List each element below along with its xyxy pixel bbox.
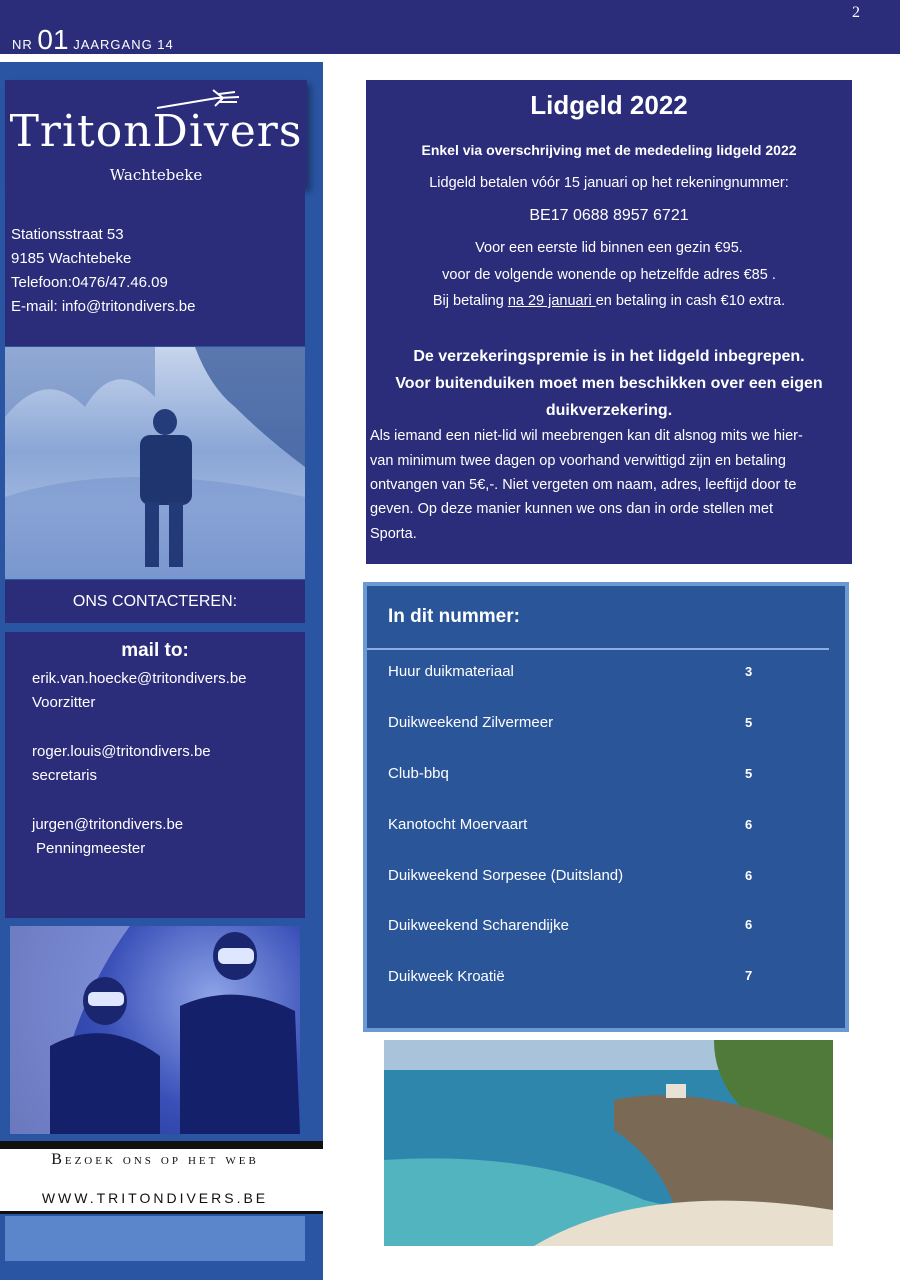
web-rule-top [0,1141,323,1149]
toc-page: 6 [745,868,753,883]
toc-page: 7 [745,968,753,983]
lidgeld-iban: BE17 0688 8957 6721 [529,207,689,224]
lidgeld-first-member: Voor een eerste lid binnen een gezin €95. [475,240,743,256]
toc-item[interactable]: Duikweek Kroatië [388,968,505,985]
toc-divider [367,648,829,650]
role-chairman: Voorzitter [32,694,96,711]
toc-item[interactable]: Duikweekend Scharendijke [388,917,569,934]
lidgeld-para-line: Sporta. [370,526,417,542]
mail-box [5,632,305,918]
toc-page: 6 [745,817,753,832]
lidgeld-para-line: ontvangen van 5€,-. Niet vergeten om naam, adres, leeftijd door te [370,477,797,493]
toc-item[interactable]: Duikweekend Zilvermeer [388,714,554,731]
lidgeld-box [366,80,852,564]
email-link-chairman[interactable]: erik.van.hoecke@tritondivers.be [32,670,247,687]
lidgeld-insurance-included: De verzekeringspremie is in het lidgeld inbegrepen. [413,348,805,365]
diver-photo [5,347,305,579]
address-street: Stationsstraat 53 [11,226,124,243]
sidebar-footer-box [5,1216,305,1261]
mail-title: mail to: [121,640,189,661]
toc-page: 6 [745,917,753,932]
email-link-treasurer[interactable]: jurgen@tritondivers.be [32,816,184,833]
website-link[interactable]: WWW.TRITONDIVERS.BE [41,1190,269,1206]
role-treasurer: Penningmeester [36,840,146,857]
logo-subtitle: Wachtebeke [109,166,203,184]
lidgeld-transfer-note: Enkel via overschrijving met de mededeling lidgeld 2022 [421,142,797,158]
visit-web-label: Bezoek ons op het web [51,1151,259,1168]
beach-photo [384,1040,833,1246]
lidgeld-para-line: van minimum twee dagen op voorhand verwittigd zijn en betaling [370,453,786,469]
toc-heading: In dit nummer: [388,606,520,627]
toc-item[interactable]: Duikweekend Sorpesee (Duitsland) [388,867,624,884]
web-rule-bottom [0,1211,323,1214]
lidgeld-outdoor-insurance: Voor buitenduiken moet men beschikken over een eigen [395,375,823,392]
toc-item[interactable]: Club-bbq [388,765,449,782]
volume-label: JAARGANG 14 [73,37,174,52]
lidgeld-para-line: Als iemand een niet-lid wil meebrengen kan dit alsnog mits we hier- [370,428,803,444]
page-number: 2 [852,4,860,21]
header-bar [0,0,900,54]
toc-page: 5 [745,715,753,730]
address-city: 9185 Wachtebeke [11,250,132,267]
sidebar [0,62,323,1280]
role-secretary: secretaris [32,767,98,784]
lidgeld-next-member: voor de volgende wonende op hetzelfde adres €85 . [442,267,776,283]
toc-page: 5 [745,766,753,781]
address-box [5,188,305,346]
divers-photo [10,926,300,1134]
lidgeld-title: Lidgeld 2022 [530,90,688,120]
address-email: E-mail: info@tritondivers.be [11,298,196,315]
nr-prefix: NR [12,37,33,52]
lidgeld-para-line: geven. Op deze manier kunnen we ons dan in orde stellen met [370,501,774,517]
toc-page: 3 [745,664,753,679]
logo [5,80,307,188]
toc-item[interactable]: Huur duikmateriaal [388,663,514,680]
lidgeld-outdoor-insurance-end: duikverzekering. [545,402,673,419]
logo-title: TritonDivers [9,106,303,157]
contact-heading: ONS CONTACTEREN: [5,580,305,623]
nr-value: 01 [37,24,69,55]
email-link-secretary[interactable]: roger.louis@tritondivers.be [32,743,211,760]
lidgeld-late-payment: Bij betaling na 29 januari en betaling in cash €10 extra. [432,293,786,309]
table-of-contents [363,582,849,1032]
address-phone: Telefoon:0476/47.46.09 [11,274,168,291]
issue-number [12,24,174,56]
toc-item[interactable]: Kanotocht Moervaart [388,816,528,833]
lidgeld-deadline: Lidgeld betalen vóór 15 januari op het rekeningnummer: [429,175,789,191]
